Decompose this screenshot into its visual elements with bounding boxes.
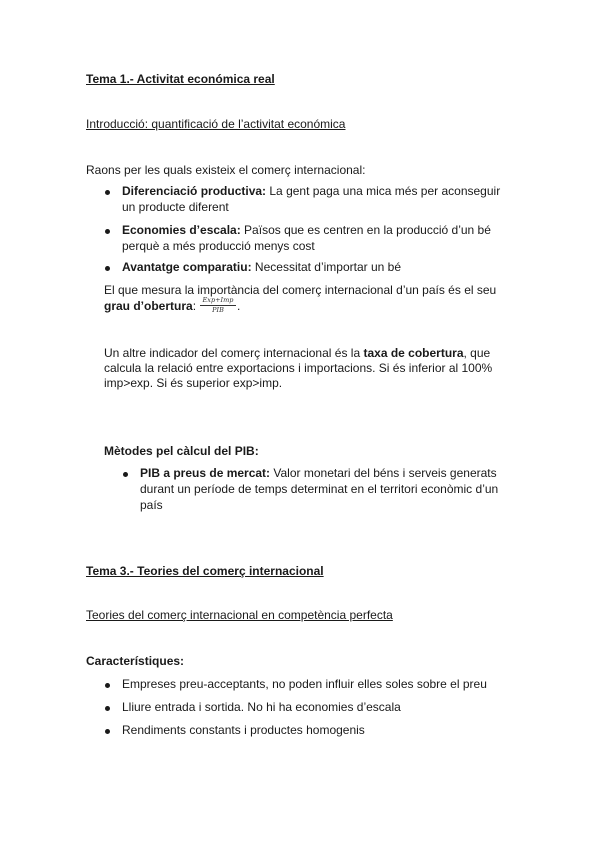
list-item: Rendiments constants i productes homogenis [122, 723, 365, 737]
tema1-title: Tema 1.- Activitat económica real [86, 72, 275, 86]
coverage-text: Un altre indicador del comerç internacional és la [104, 346, 364, 360]
methods-heading: Mètodes pel càlcul del PIB: [104, 444, 259, 458]
method-term: PIB a preus de mercat: [140, 466, 271, 480]
openness-end: . [237, 299, 241, 313]
reason-term: Economies d’escala: [122, 223, 241, 237]
formula-denominator: PIB [212, 306, 224, 314]
reason-term: Diferenciació productiva: [122, 184, 267, 198]
bullet-dot [105, 229, 110, 234]
bullet-dot [123, 472, 128, 477]
bullet-dot [105, 729, 110, 734]
coverage-line2: calcula la relació entre exportacions i importacions. Si és inferior al 100% [104, 361, 493, 375]
tema3-title: Tema 3.- Teories del comerç internacional [86, 564, 324, 578]
bullet-dot [105, 706, 110, 711]
coverage-line3: imp>exp. Si és superior exp>imp. [104, 376, 283, 390]
list-item: Lliure entrada i sortida. No hi ha economies d’escala [122, 700, 401, 714]
tema1-subtitle: Introducció: quantificació de l’activitat económica [86, 117, 346, 131]
openness-colon: : [192, 299, 197, 313]
openness-line2 [104, 299, 196, 314]
method-text-cont: durant un període de temps determinat en el territori econòmic d’un [140, 482, 499, 496]
char-heading: Característiques: [86, 654, 185, 668]
reason-line [122, 223, 491, 238]
method-text: Valor monetari del béns i serveis generats [270, 466, 497, 480]
reason-text: La gent paga una mica més per aconseguir [266, 184, 501, 198]
method-text-cont: país [140, 498, 163, 512]
reason-text-cont: perquè a més producció menys cost [122, 239, 315, 253]
openness-formula [200, 297, 236, 314]
reason-line [122, 260, 401, 275]
openness-term: grau d’obertura [104, 299, 193, 313]
coverage-line1 [104, 346, 490, 361]
reason-text-cont: un producte diferent [122, 200, 229, 214]
coverage-text-end: , que [463, 346, 491, 360]
bullet-dot [105, 190, 110, 195]
reason-line [122, 184, 500, 199]
tema1-intro: Raons per les quals existeix el comerç internacional: [86, 163, 366, 177]
reason-term: Avantatge comparatiu: [122, 260, 252, 274]
reason-text: Necessitat d’importar un bé [251, 260, 401, 274]
method-line [140, 466, 497, 481]
bullet-dot [105, 683, 110, 688]
openness-line1: El que mesura la importància del comerç internacional d’un país és el seu [104, 283, 497, 297]
bullet-dot [105, 266, 110, 271]
formula-numerator: Exp+Imp [202, 296, 234, 304]
tema3-subtitle: Teories del comerç internacional en competència perfecta [86, 608, 393, 622]
coverage-term: taxa de cobertura [363, 346, 464, 360]
reason-text: Països que es centren en la producció d’un bé [240, 223, 491, 237]
list-item: Empreses preu-acceptants, no poden influir elles soles sobre el preu [122, 677, 487, 691]
